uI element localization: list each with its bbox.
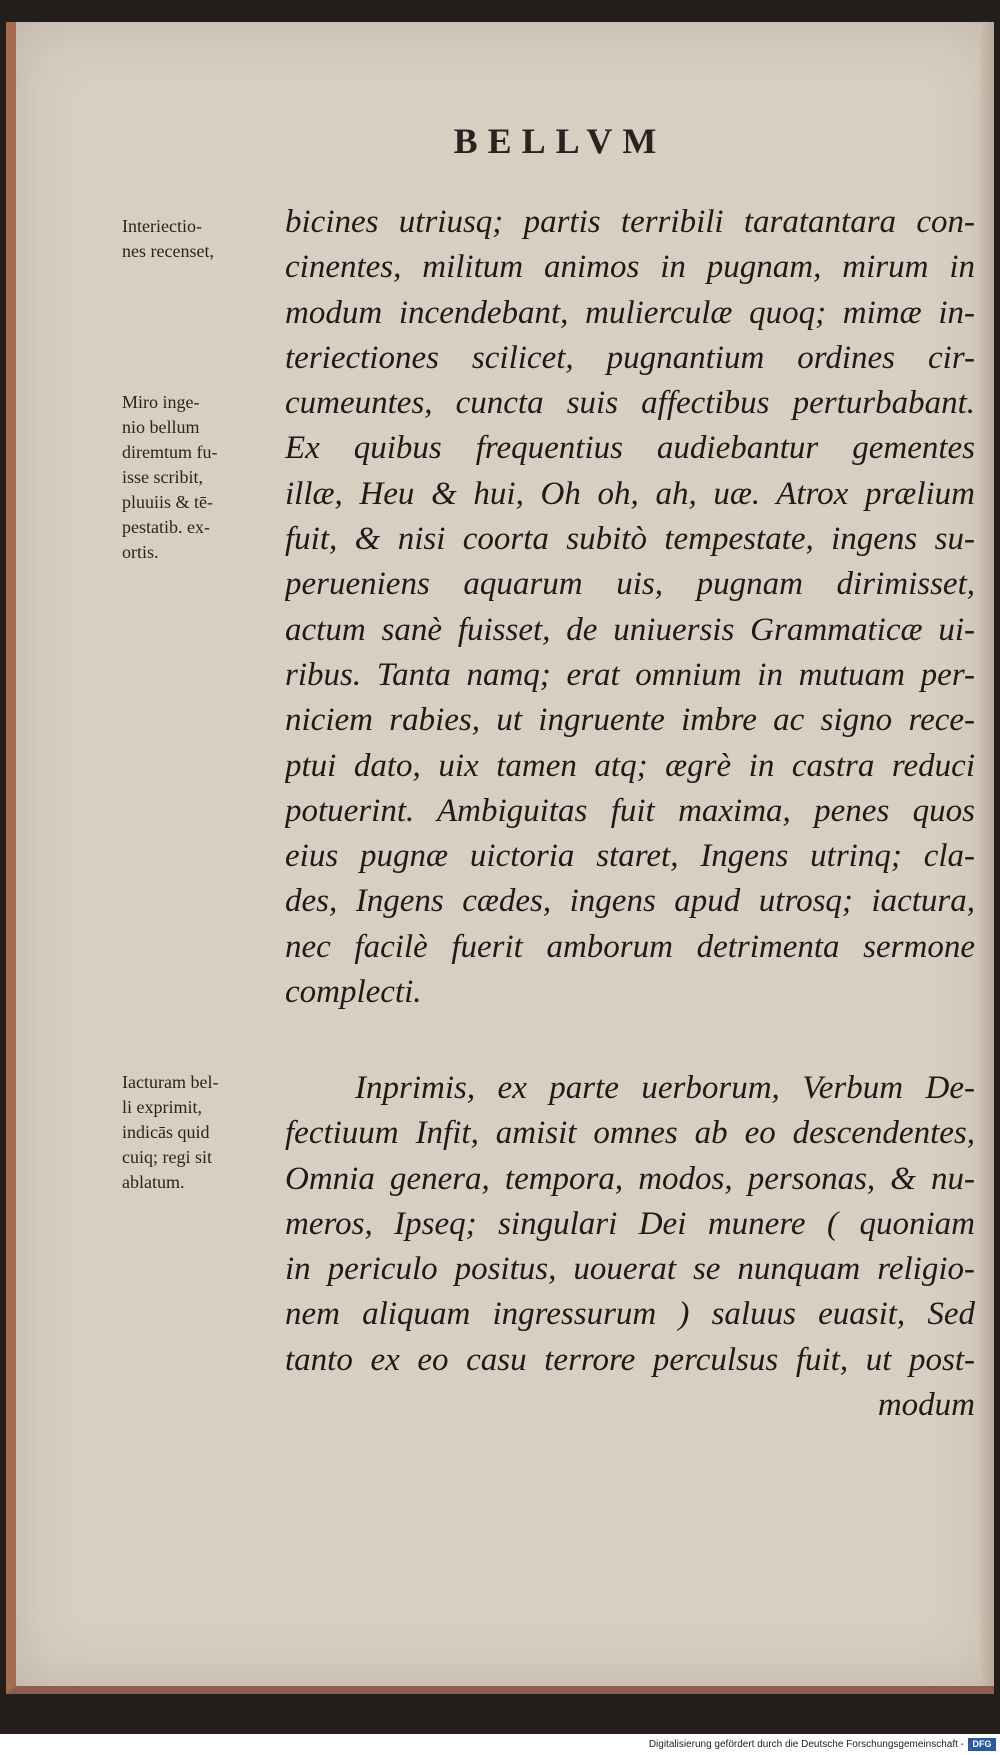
text-line: Ex quibus frequentius audiebantur gementes [285,430,975,467]
margin-note-line: pluuiis & tē- [122,492,213,512]
text-line: fuit, & nisi coorta subitò tempestate, ingens su- [285,521,975,558]
main-paragraph-2 [285,1066,975,1428]
text-line: cinentes, militum animos in pugnam, mirum in [285,249,975,286]
margin-note-line: li exprimit, [122,1097,202,1117]
digitization-footer: Digitalisierung gefördert durch die Deutsche Forschungsgemeinschaft - [0,1734,1000,1755]
margin-note-line: diremtum fu- [122,442,218,462]
text-line: actum sanè fuisset, de uniuersis Grammaticæ ui- [285,611,975,648]
margin-note-line: Miro inge- [122,392,200,412]
margin-note-line: isse scribit, [122,467,203,487]
text-line: potuerint. Ambiguitas fuit maxima, penes quos [285,792,975,829]
text-line: teriectiones scilicet, pugnantium ordines cir- [285,339,975,376]
text-line: tanto ex eo casu terrore perculsus fuit, ut post- [285,1341,975,1378]
margin-note-line: ortis. [122,542,159,562]
text-line: in periculo positus, uouerat se nunquam religio- [285,1251,975,1288]
text-line: ptui dato, uix tamen atq; ægrè in castra reduci [285,747,975,784]
text-line: nem aliquam ingressurum ) saluus euasit, Sed [285,1296,975,1333]
margin-note-line: ablatum. [122,1172,185,1192]
text-line: modum incendebant, mulierculæ quoq; mimæ in- [285,294,975,331]
page-edge [980,22,994,1686]
text-line: illæ, Heu & hui, Oh oh, ah, uæ. Atrox prælium [285,475,975,512]
text-line: Omnia genera, tempora, modos, personas, & nu- [285,1160,975,1197]
text-line: eius pugnæ uictoria staret, Ingens utrinq; cla- [285,838,975,875]
dfg-logo: DFG [968,1738,996,1751]
margin-note-line: pestatib. ex- [122,517,210,537]
text-line: perueniens aquarum uis, pugnam dirimisset, [285,566,975,603]
margin-note-line: nio bellum [122,417,200,437]
text-line: fectiuum Infit, amisit omnes ab eo descendentes, [285,1115,975,1152]
text-line: complecti. [285,974,422,1011]
margin-note-miro-ingenio [122,390,282,565]
margin-note-line: indicās quid [122,1122,210,1142]
text-line: niciem rabies, ut ingruente imbre ac signo rece- [285,702,975,739]
text-line: nec facilè fuerit amborum detrimenta sermone [285,928,975,965]
margin-note-line: nes recenset, [122,241,214,261]
text-line: Inprimis, ex parte uerborum, Verbum De- [355,1070,975,1106]
margin-note-interiectiones [122,214,282,264]
running-head: BELLVM [453,121,667,161]
margin-note-line: Iacturam bel- [122,1072,219,1092]
margin-note-line: cuiq; regi sit [122,1147,212,1167]
text-line: ribus. Tanta namq; erat omnium in mutuam per- [285,656,975,693]
text-line: des, Ingens cædes, ingens apud utrosq; iactura, [285,883,975,920]
catchword: modum [877,1387,975,1424]
main-paragraph-1 [285,200,975,1015]
text-line: meros, Ipseq; singulari Dei munere ( quoniam [285,1205,975,1242]
text-line: bicines utriusq; partis terribili taratantara con- [285,204,975,240]
margin-note-line: Interiectio- [122,216,202,236]
text-line: cumeuntes, cuncta suis affectibus perturbabant. [285,385,975,422]
margin-note-iacturam [122,1070,282,1195]
